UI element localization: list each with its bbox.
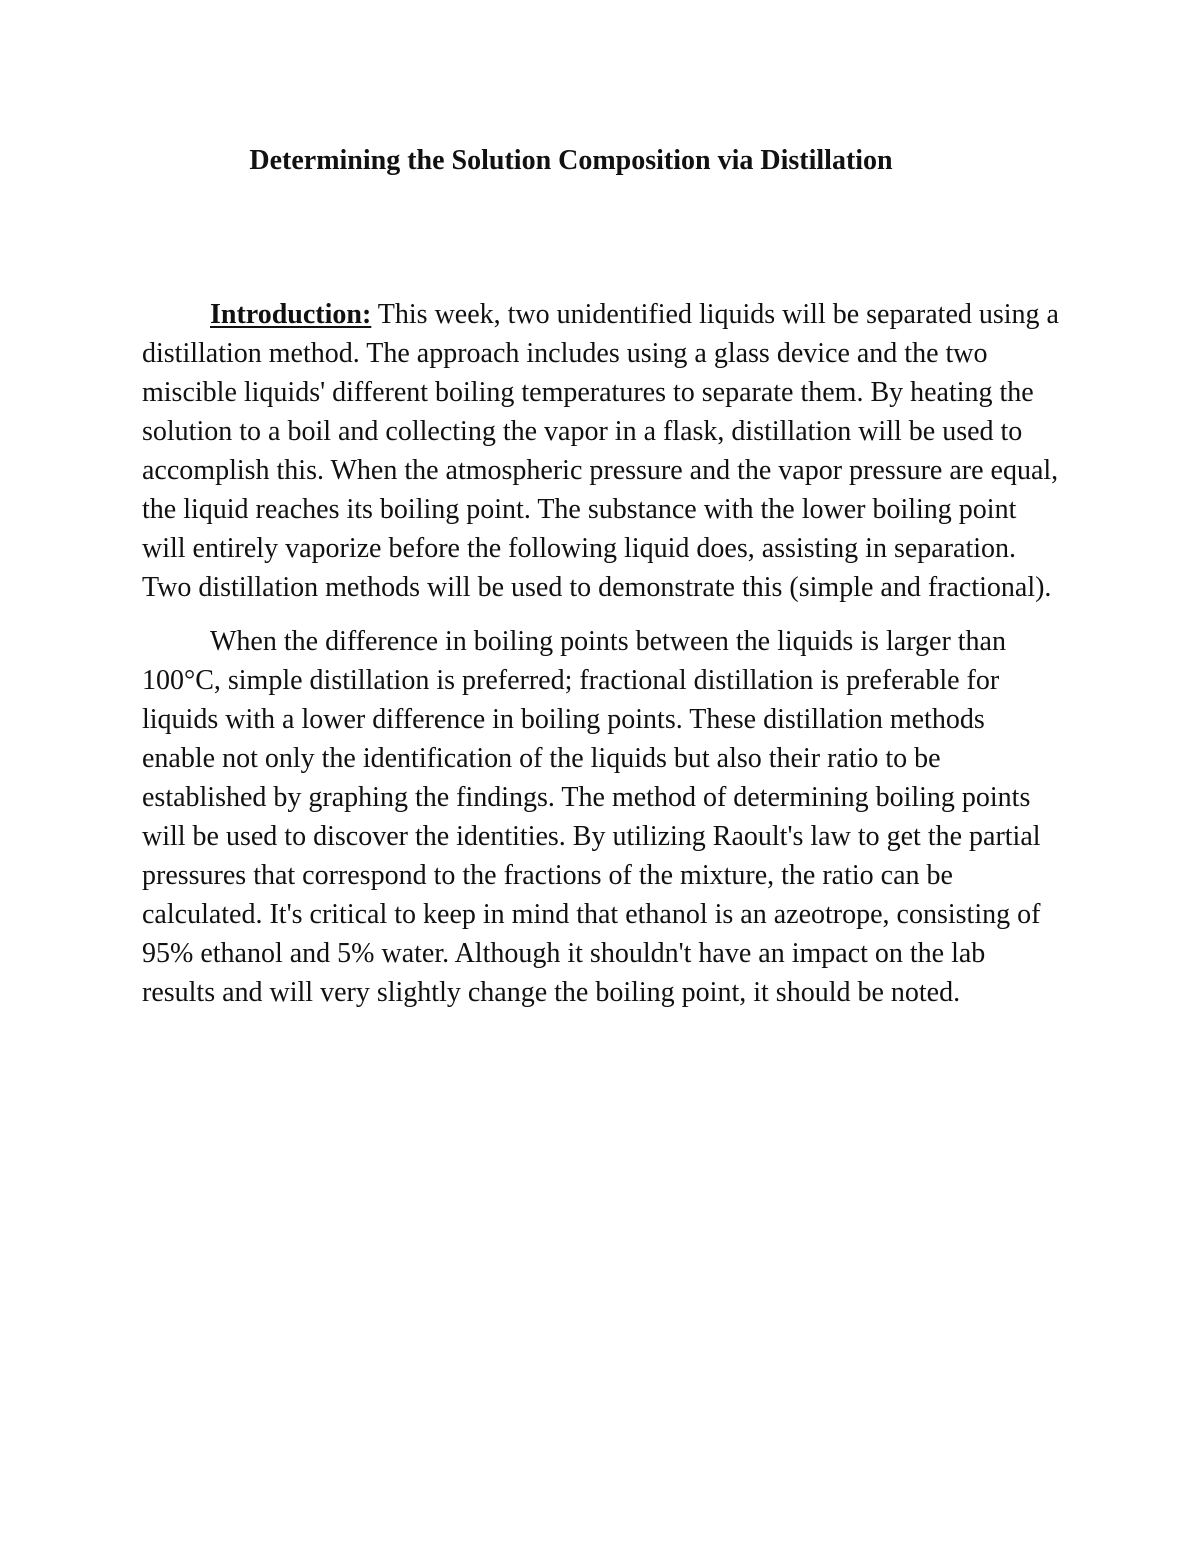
document-body [142, 295, 1062, 1012]
body-paragraph-text: When the difference in boiling points between the liquids is larger than 100°C, simple distillation is preferred; fractional distillation is preferable for liquids with a lower difference in boiling points. These distillation methods enable not only the identification of the liquids but also their ratio to be established by graphing the findings. The method of determining boiling points will be used to discover the identities. By utilizing Raoult's law to get the partial pressures that correspond to the fractions of the mixture, the ratio can be calculated. It's critical to keep in mind that ethanol is an azeotrope, consisting of 95% ethanol and 5% water. Although it shouldn't have an impact on the lab results and will very slightly change the boiling point, it should be noted. [142, 626, 1041, 1008]
body-paragraph [142, 622, 1062, 1012]
introduction-text: This week, two unidentified liquids will be separated using a distillation method. The approach includes using a glass device and the two miscible liquids' different boiling temperatures to separate them. By heating the solution to a boil and collecting the vapor in a flask, distillation will be used to accomplish this. When the atmospheric pressure and the vapor pressure are equal, the liquid reaches its boiling point. The substance with the lower boiling point will entirely vaporize before the following liquid does, assisting in separation. Two distillation methods will be used to demonstrate this (simple and fractional). [142, 299, 1059, 603]
introduction-paragraph [142, 295, 1062, 607]
document-title: Determining the Solution Composition via Distillation [249, 145, 893, 176]
introduction-heading: Introduction: [210, 299, 372, 330]
